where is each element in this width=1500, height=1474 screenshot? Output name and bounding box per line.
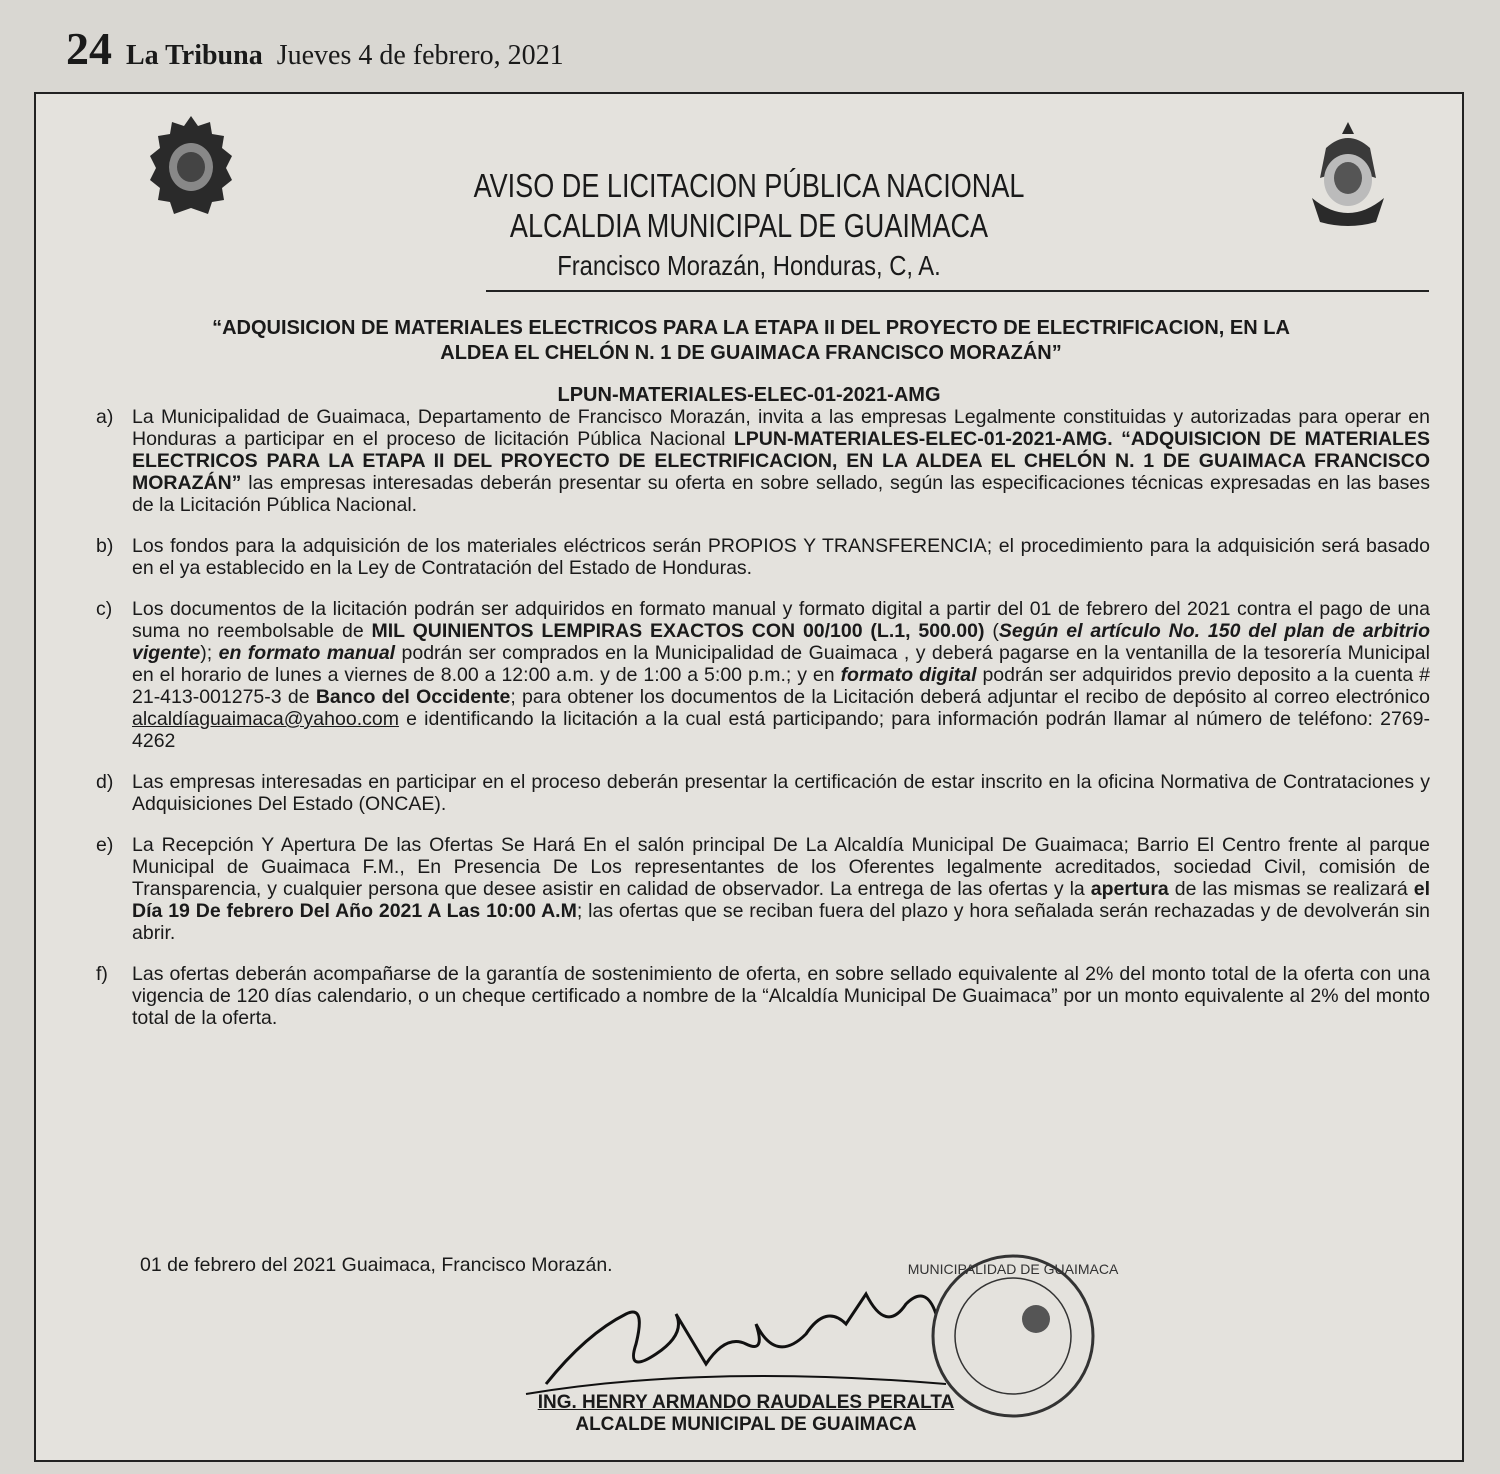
signer-name: ING. HENRY ARMANDO RAUDALES PERALTA bbox=[537, 1392, 955, 1413]
publication-date: Jueves 4 de febrero, 2021 bbox=[276, 40, 564, 71]
item-text: Las empresas interesadas en participar en el proceso deberán presentar la certificación de estar inscrito en la oficina Normativa de Contrataciones y Adquisiciones Del Estado (ONCAE). bbox=[132, 771, 1430, 815]
item-bold-text: LPUN-MATERIALES-ELEC-01-2021-AMG. “ADQUISICION DE MATERIALES ELECTRICOS PARA LA ETAPA II DEL PROYECTO DE ELECTRIFICACION, EN LA ALDEA EL CHELÓN N. 1 DE GUAIMACA FRANCISCO MORAZÁN” bbox=[132, 428, 1430, 494]
item-bold-italic-text: en formato manual bbox=[218, 642, 396, 664]
item-label: d) bbox=[96, 771, 114, 793]
issuer-location: Francisco Morazán, Honduras, C, A. bbox=[557, 250, 941, 281]
email-link[interactable]: alcaldíaguaimaca@yahoo.com bbox=[132, 708, 399, 730]
place-and-date: 01 de febrero del 2021 Guaimaca, Francisco Morazán. bbox=[140, 1254, 613, 1276]
tender-reference: LPUN-MATERIALES-ELEC-01-2021-AMG bbox=[557, 384, 941, 406]
item-bold-text: MIL QUINIENTOS LEMPIRAS EXACTOS CON 00/100 (L.1, 500.00) bbox=[371, 620, 985, 642]
list-item bbox=[96, 963, 1430, 1029]
item-text: La Municipalidad de Guaimaca, Departamento de Francisco Morazán, invita a las empresas Legalmente constituidas y autorizadas para operar en Honduras a participar en el proceso de licitación Pública Nacional bbox=[132, 406, 1430, 450]
list-item bbox=[96, 771, 1430, 815]
item-text: de las mismas se realizará bbox=[1168, 878, 1414, 900]
page-number: 24 bbox=[66, 23, 112, 74]
notice-heading bbox=[36, 166, 1462, 286]
item-label: a) bbox=[96, 406, 114, 428]
item-text: Las ofertas deberán acompañarse de la garantía de sostenimiento de oferta, en sobre sellado equivalente al 2% del monto total de la oferta con una vigencia de 120 días calendario, o un cheque certificado a nombre de la “Alcaldía Municipal De Guaimaca” por un monto equivalente al 2% del monto total de la oferta. bbox=[132, 963, 1430, 1029]
notice-items bbox=[96, 406, 1430, 1029]
item-bold-text: Banco del Occidente bbox=[315, 686, 511, 708]
list-item bbox=[96, 834, 1430, 944]
signer-title: ALCALDE MUNICIPAL DE GUAIMACA bbox=[575, 1414, 917, 1435]
item-bold-text: el Día 19 De febrero Del Año 2021 A Las 10:00 A.M bbox=[132, 878, 1430, 922]
list-item bbox=[96, 535, 1430, 579]
list-item bbox=[96, 406, 1430, 516]
notice-title: AVISO DE LICITACION PÚBLICA NACIONAL bbox=[473, 167, 1025, 204]
tender-notice bbox=[34, 92, 1464, 1462]
heading-divider bbox=[486, 290, 1429, 292]
seal-text: MUNICIPALIDAD DE GUAIMACA bbox=[907, 1261, 1119, 1277]
item-text: ( bbox=[984, 620, 999, 642]
item-text: e identificando la licitación a la cual está participando; para información podrán llamar al número de teléfono: 2769-4262 bbox=[132, 708, 1430, 752]
item-italic-text: Según el artículo No. 150 del plan de arbitrio vigente bbox=[132, 620, 1431, 664]
item-label: c) bbox=[96, 598, 113, 620]
handwritten-signature bbox=[506, 1274, 966, 1404]
item-text: Los fondos para la adquisición de los materiales eléctricos serán PROPIOS Y TRANSFERENCIA; el procedimiento para la adquisición será basado en el ya establecido en la Ley de Contratación del Estado de Honduras. bbox=[132, 535, 1430, 579]
item-bold-italic-text: formato digital bbox=[840, 664, 977, 686]
item-text: podrán ser adquiridos previo deposito a la cuenta # 21-413-001275-3 de bbox=[132, 664, 1430, 708]
item-label: b) bbox=[96, 535, 114, 557]
masthead bbox=[66, 22, 564, 75]
project-title: “ADQUISICION DE MATERIALES ELECTRICOS PARA LA ETAPA II DEL PROYECTO DE ELECTRIFICACION, EN LA ALDEA EL CHELÓN N. 1 DE GUAIMACA FRANCISCO MORAZÁN” bbox=[212, 317, 1290, 364]
item-text: ); bbox=[200, 642, 219, 664]
item-bold-text: apertura bbox=[1090, 878, 1169, 900]
issuer-name: ALCALDIA MUNICIPAL DE GUAIMACA bbox=[509, 207, 989, 244]
item-text: ; para obtener los documentos de la Licitación deberá adjuntar el recibo de depósito al correo electrónico bbox=[510, 686, 1430, 708]
list-item bbox=[96, 598, 1430, 752]
item-label: f) bbox=[96, 963, 108, 985]
item-text: Los documentos de la licitación podrán ser adquiridos en formato manual y formato digital a partir del 01 de febrero del 2021 contra el pago de una suma no reembolsable de bbox=[132, 598, 1430, 642]
newspaper-name: La Tribuna bbox=[126, 40, 263, 71]
signer-block bbox=[456, 1392, 1036, 1436]
item-text: podrán ser comprados en la Municipalidad de Guaimaca , y deberá pagarse en la ventanilla de la tesorería Municipal en el horario de lunes a viernes de 8.00 a 12:00 a.m. y de 1:00 a 5:00 p.m.; y en bbox=[132, 642, 1430, 686]
item-label: e) bbox=[96, 834, 114, 856]
item-text: las empresas interesadas deberán presentar su oferta en sobre sellado, según las especificaciones técnicas expresadas en las bases de la Licitación Pública Nacional. bbox=[132, 472, 1430, 516]
item-text: ; las ofertas que se reciban fuera del plazo y hora señalada serán rechazadas y de devolverán sin abrir. bbox=[132, 900, 1431, 944]
item-text: La Recepción Y Apertura De las Ofertas Se Hará En el salón principal De La Alcaldía Municipal De Guaimaca; Barrio El Centro frente al parque Municipal de Guaimaca F.M., En Presencia De Los representantes de los Oferentes legalmente acreditados, sociedad Civil, comisión de Transparencia, y cualquier persona que desee asistir en calidad de observador. La entrega de las ofertas y la bbox=[132, 834, 1430, 900]
